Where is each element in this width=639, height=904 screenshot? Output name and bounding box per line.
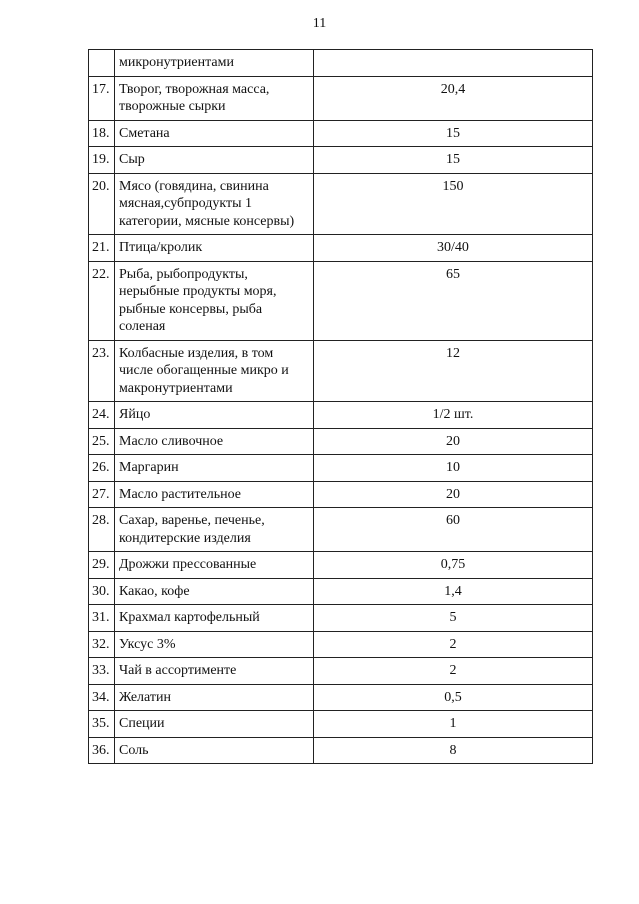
- product-name-cell: Сыр: [115, 147, 314, 174]
- table-body: [89, 50, 593, 764]
- norm-value-cell: 12: [314, 340, 593, 402]
- norm-value-cell: 60: [314, 508, 593, 552]
- row-number-cell: 29.: [89, 552, 115, 579]
- row-number-cell: 35.: [89, 711, 115, 738]
- table-row: [89, 578, 593, 605]
- norm-value-cell: 1/2 шт.: [314, 402, 593, 429]
- product-name-cell: Крахмал картофельный: [115, 605, 314, 632]
- table-row: [89, 402, 593, 429]
- table-row: [89, 428, 593, 455]
- row-number-cell: 19.: [89, 147, 115, 174]
- table-row: [89, 481, 593, 508]
- table-row: [89, 340, 593, 402]
- table-row: [89, 147, 593, 174]
- row-number-cell: 33.: [89, 658, 115, 685]
- food-norms-table: [88, 49, 593, 764]
- product-name-cell: Уксус 3%: [115, 631, 314, 658]
- norm-value-cell: 20: [314, 481, 593, 508]
- table-row: [89, 711, 593, 738]
- table-row: [89, 235, 593, 262]
- norm-value-cell: 30/40: [314, 235, 593, 262]
- product-name-cell: Специи: [115, 711, 314, 738]
- norm-value-cell: 10: [314, 455, 593, 482]
- row-number-cell: 27.: [89, 481, 115, 508]
- norm-value-cell: 2: [314, 631, 593, 658]
- row-number-cell: 31.: [89, 605, 115, 632]
- table-row: [89, 631, 593, 658]
- norm-value-cell: 0,75: [314, 552, 593, 579]
- product-name-cell: Мясо (говядина, свинина мясная,субпродукты 1 категории, мясные консервы): [115, 173, 314, 235]
- product-name-cell: микронутриентами: [115, 50, 314, 77]
- norm-value-cell: 65: [314, 261, 593, 340]
- product-name-cell: Сахар, варенье, печенье, кондитерские изделия: [115, 508, 314, 552]
- norm-value-cell: 15: [314, 147, 593, 174]
- row-number-cell: 22.: [89, 261, 115, 340]
- norm-value-cell: [314, 50, 593, 77]
- row-number-cell: 25.: [89, 428, 115, 455]
- table-row: [89, 684, 593, 711]
- norm-value-cell: 0,5: [314, 684, 593, 711]
- product-name-cell: Сметана: [115, 120, 314, 147]
- product-name-cell: Масло растительное: [115, 481, 314, 508]
- row-number-cell: 23.: [89, 340, 115, 402]
- row-number-cell: 20.: [89, 173, 115, 235]
- row-number-cell: 18.: [89, 120, 115, 147]
- row-number-cell: 30.: [89, 578, 115, 605]
- table-row: [89, 552, 593, 579]
- product-name-cell: Какао, кофе: [115, 578, 314, 605]
- row-number-cell: [89, 50, 115, 77]
- table-row: [89, 658, 593, 685]
- row-number-cell: 21.: [89, 235, 115, 262]
- norm-value-cell: 15: [314, 120, 593, 147]
- product-name-cell: Дрожжи прессованные: [115, 552, 314, 579]
- product-name-cell: Колбасные изделия, в том числе обогащенные микро и макронутриентами: [115, 340, 314, 402]
- product-name-cell: Желатин: [115, 684, 314, 711]
- product-name-cell: Чай в ассортименте: [115, 658, 314, 685]
- row-number-cell: 36.: [89, 737, 115, 764]
- row-number-cell: 28.: [89, 508, 115, 552]
- row-number-cell: 32.: [89, 631, 115, 658]
- table-row: [89, 737, 593, 764]
- row-number-cell: 24.: [89, 402, 115, 429]
- table-row: [89, 508, 593, 552]
- norm-value-cell: 2: [314, 658, 593, 685]
- norm-value-cell: 5: [314, 605, 593, 632]
- row-number-cell: 26.: [89, 455, 115, 482]
- row-number-cell: 34.: [89, 684, 115, 711]
- product-name-cell: Яйцо: [115, 402, 314, 429]
- product-name-cell: Птица/кролик: [115, 235, 314, 262]
- table-row: [89, 76, 593, 120]
- norm-value-cell: 20,4: [314, 76, 593, 120]
- norm-value-cell: 150: [314, 173, 593, 235]
- row-number-cell: 17.: [89, 76, 115, 120]
- table-row: [89, 120, 593, 147]
- product-name-cell: Соль: [115, 737, 314, 764]
- table-row: [89, 605, 593, 632]
- norm-value-cell: 8: [314, 737, 593, 764]
- table-row: [89, 455, 593, 482]
- product-name-cell: Маргарин: [115, 455, 314, 482]
- product-name-cell: Творог, творожная масса, творожные сырки: [115, 76, 314, 120]
- norm-value-cell: 1: [314, 711, 593, 738]
- page-number: 11: [312, 16, 327, 31]
- norm-value-cell: 20: [314, 428, 593, 455]
- product-name-cell: Масло сливочное: [115, 428, 314, 455]
- table-row: [89, 50, 593, 77]
- norm-value-cell: 1,4: [314, 578, 593, 605]
- table-row: [89, 173, 593, 235]
- table-row: [89, 261, 593, 340]
- product-name-cell: Рыба, рыбопродукты, нерыбные продукты моря, рыбные консервы, рыба соленая: [115, 261, 314, 340]
